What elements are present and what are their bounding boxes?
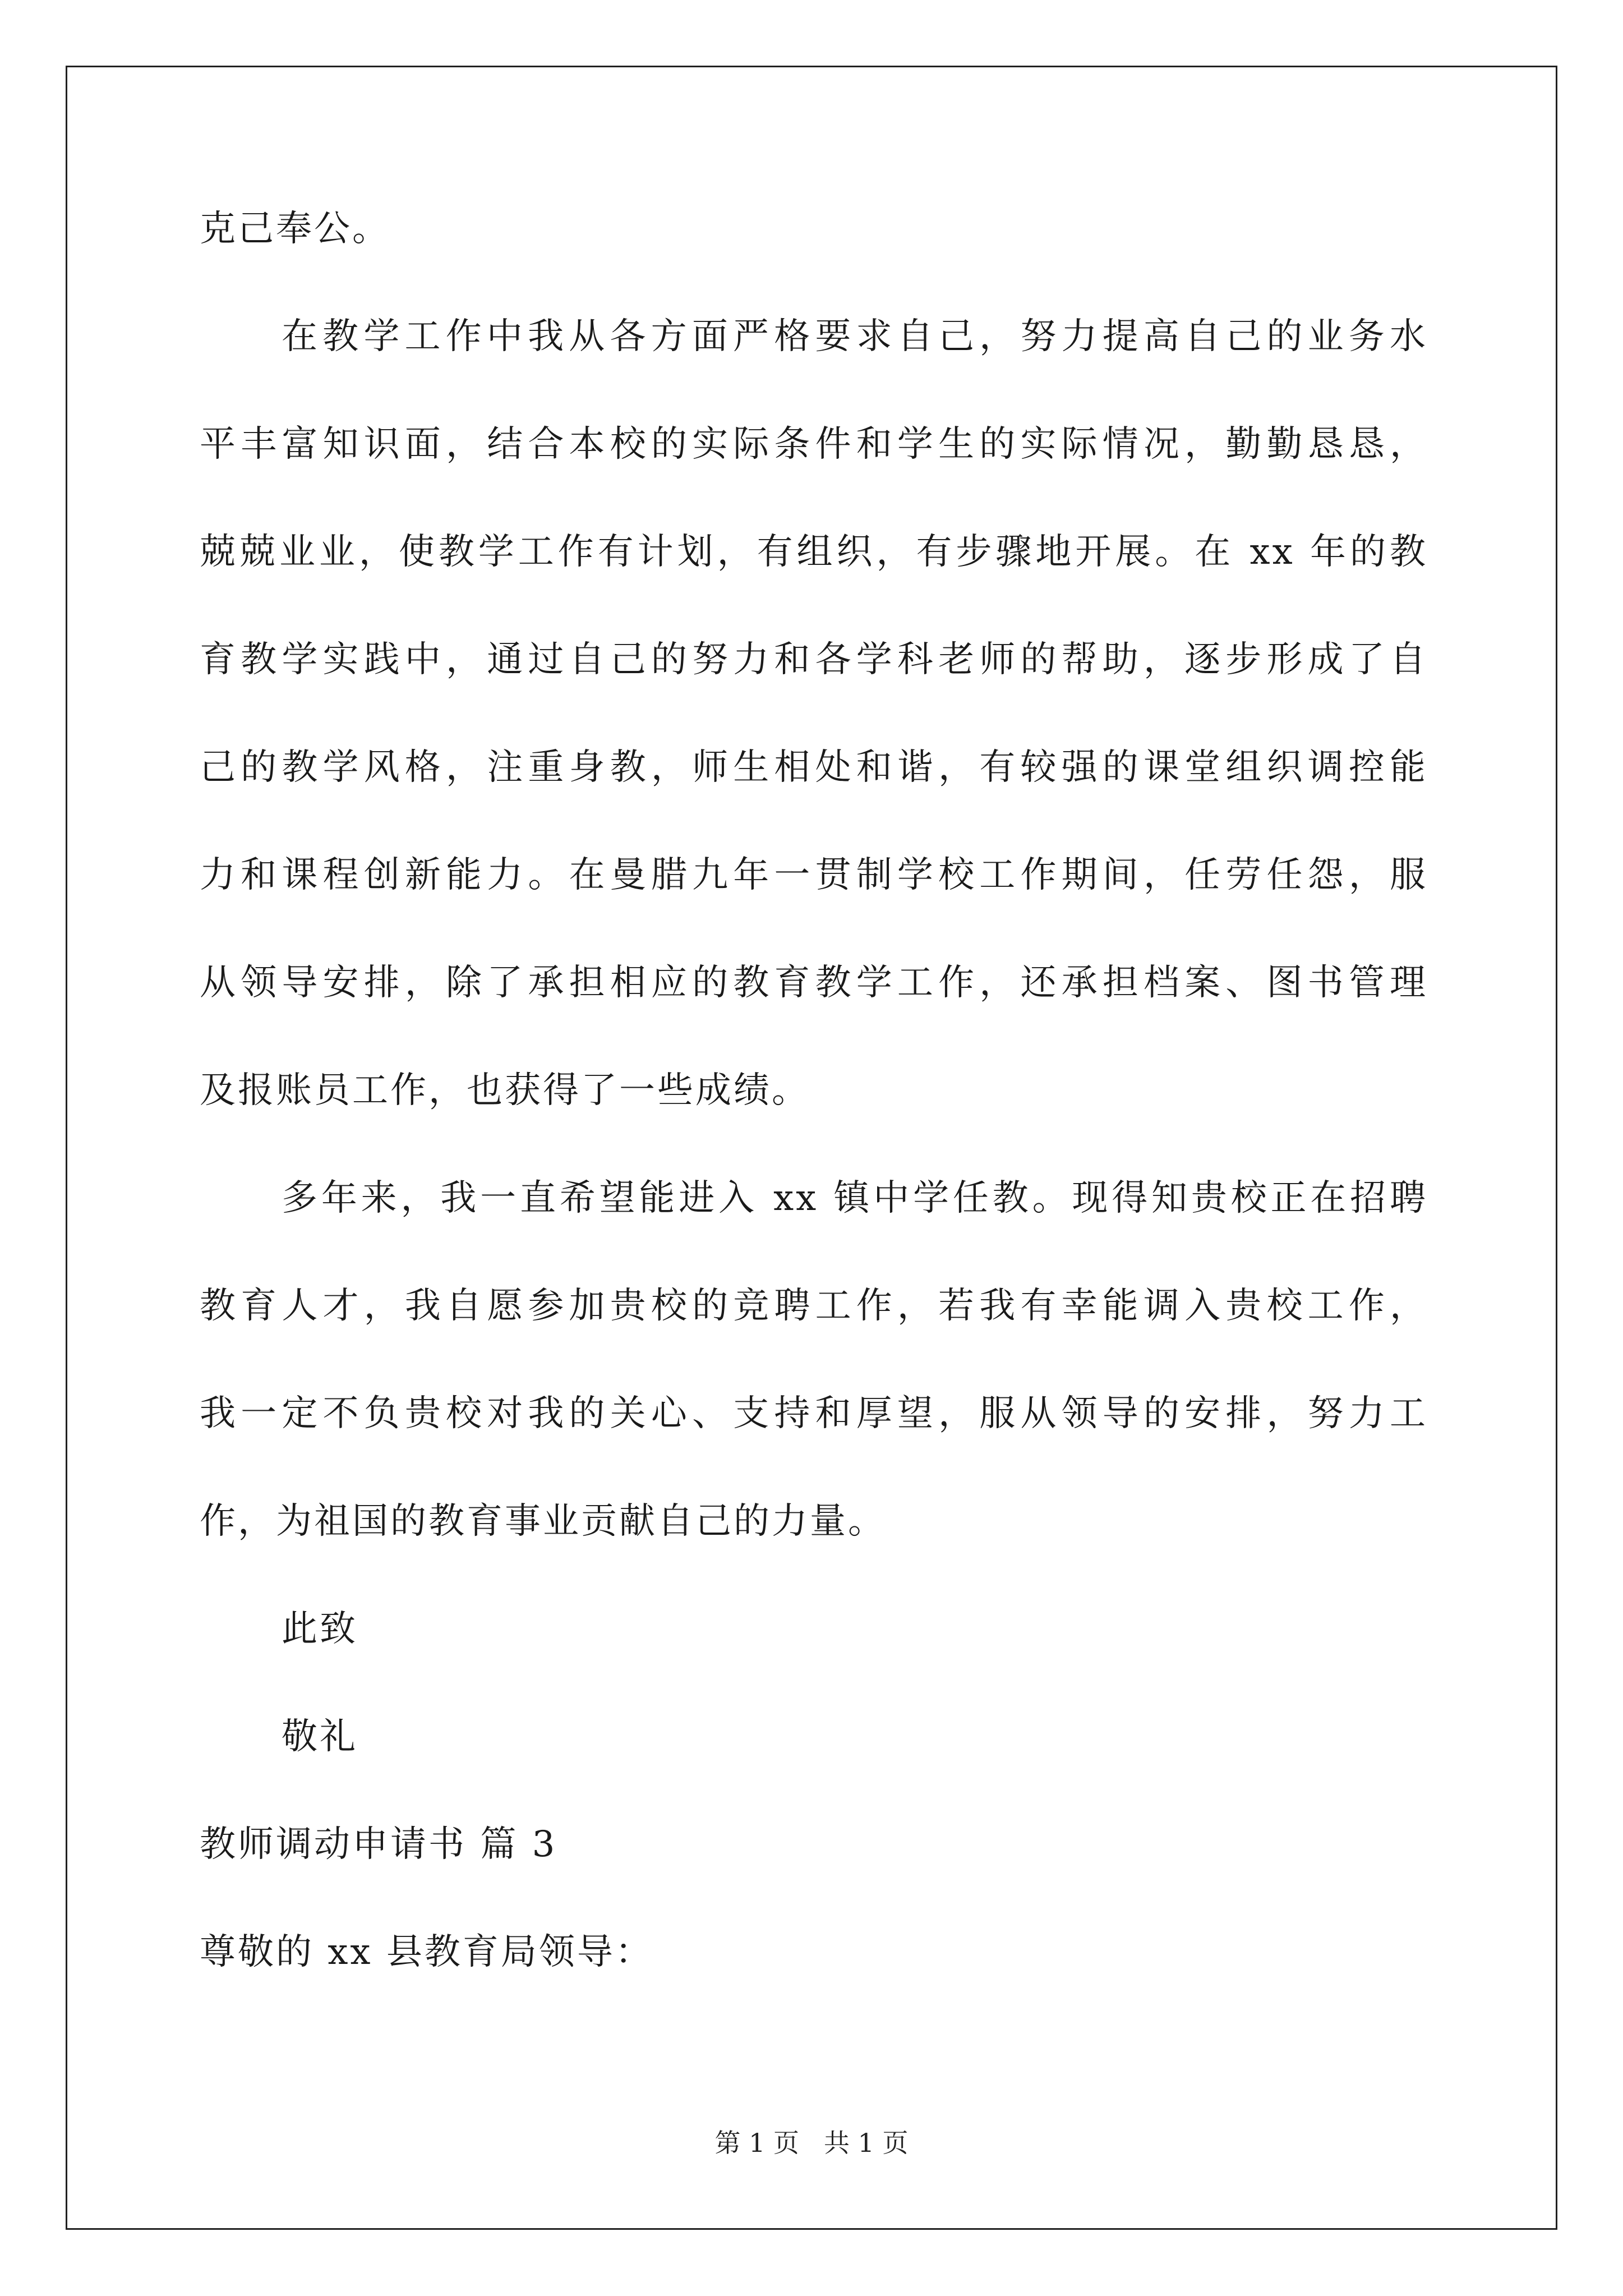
text-line: 力和课程创新能力。在曼腊九年一贯制学校工作期间，任劳任怨，服 — [200, 854, 1428, 896]
text-line: 育教学实践中，通过自己的努力和各学科老师的帮助，逐步形成了自 — [200, 639, 1428, 680]
text-line: 兢兢业业，使教学工作有计划，有组织，有步骤地开展。在 xx 年的教 — [200, 531, 1428, 573]
page-number-total: 共 1 页 — [824, 2128, 909, 2158]
paragraph-start-line: 多年来，我一直希望能进入 xx 镇中学任教。现得知贵校正在招聘 — [282, 1177, 1428, 1219]
section-heading: 教师调动申请书 篇 3 — [200, 1824, 557, 1865]
text-line: 及报账员工作，也获得了一些成绩。 — [200, 1070, 810, 1111]
text-line: 平丰富知识面，结合本校的实际条件和学生的实际情况，勤勤恳恳， — [200, 424, 1428, 465]
text-line: 己的教学风格，注重身教，师生相处和谐，有较强的课堂组织调控能 — [200, 747, 1428, 788]
page-footer — [0, 2126, 1623, 2160]
text-line: 克己奉公。 — [200, 208, 390, 250]
paragraph-start-line: 在教学工作中我从各方面严格要求自己，努力提高自己的业务水 — [282, 316, 1428, 357]
text-line: 从领导安排，除了承担相应的教育教学工作，还承担档案、图书管理 — [200, 962, 1428, 1004]
letter-greeting: 尊敬的 xx 县教育局领导： — [200, 1931, 653, 1973]
page-number-current: 第 1 页 — [714, 2128, 799, 2158]
text-line: 作，为祖国的教育事业贡献自己的力量。 — [200, 1501, 886, 1542]
text-line: 教育人才，我自愿参加贵校的竞聘工作，若我有幸能调入贵校工作， — [200, 1285, 1428, 1327]
document-body — [200, 202, 1428, 2033]
text-line: 我一定不负贵校对我的关心、支持和厚望，服从领导的安排，努力工 — [200, 1393, 1428, 1434]
closing-salutation: 此致 — [282, 1608, 358, 1650]
closing-regards: 敬礼 — [282, 1716, 358, 1757]
